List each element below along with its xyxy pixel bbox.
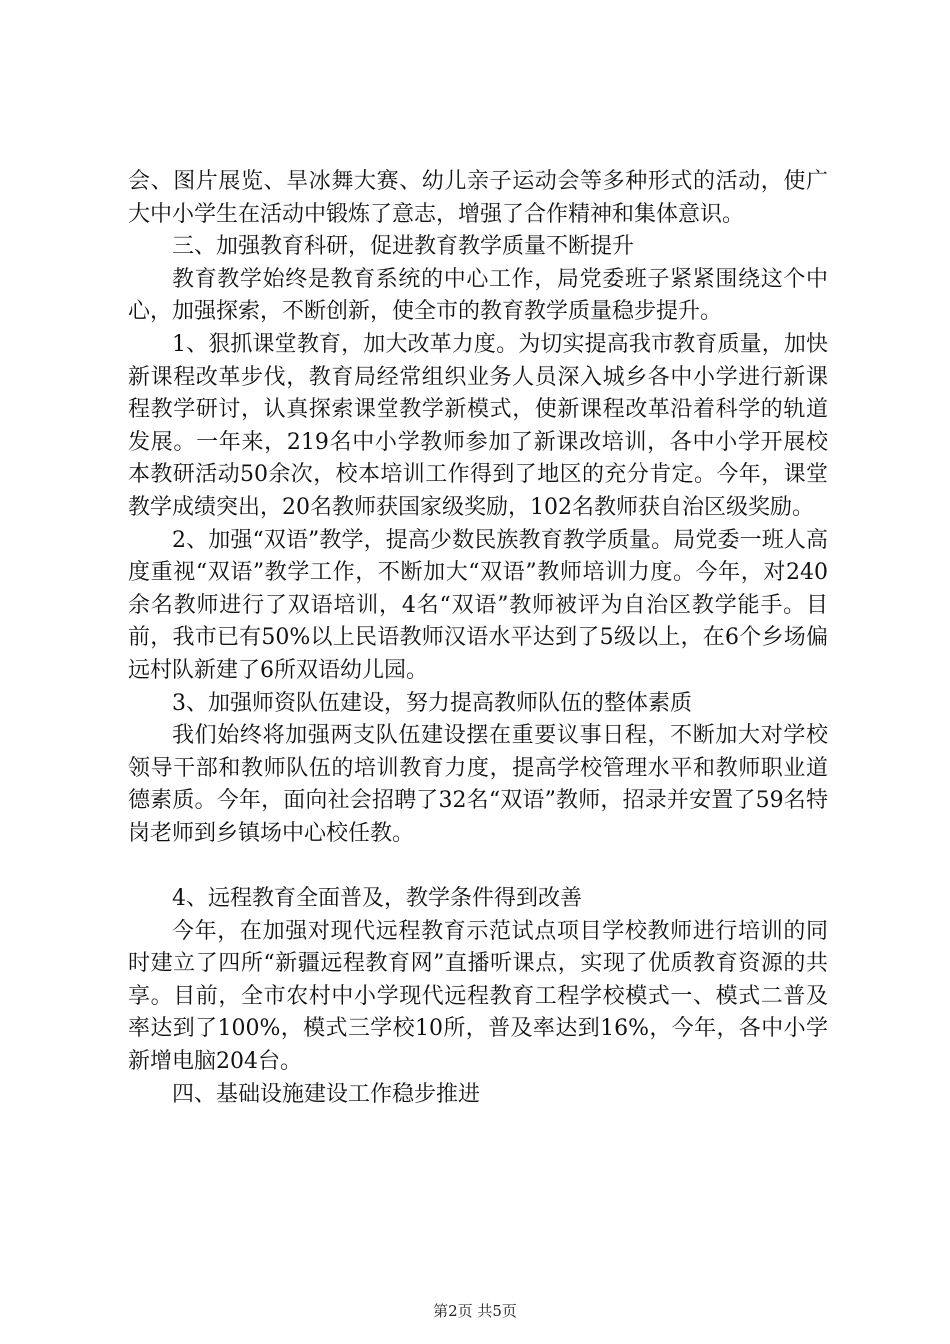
paragraph-item-2: 2、加强“双语”教学，提高少数民族教育教学质量。局党委一班人高度重视“双语”教学工作，不断加大“双语”教师培训力度。今年，对240余名教师进行了双语培训，4名“双语”教师被评为自治区教学能手。目前，我市已有50%以上民语教师汉语水平达到了5级以上，在6个乡场偏远村队新建了6所双语幼儿园。 xyxy=(128,527,828,683)
paragraph-item-3: 我们始终将加强两支队伍建设摆在重要议事日程，不断加大对学校领导干部和教师队伍的培训教育力度，提高学校管理水平和教师职业道德素质。今年，面向社会招聘了32名“双语”教师，招录并安置了59名特岗老师到乡镇场中心校任教。 xyxy=(128,723,828,846)
subheading-item-3: 3、加强师资队伍建设，努力提高教师队伍的整体素质 xyxy=(172,690,692,716)
paragraph-item-4: 今年，在加强对现代远程教育示范试点项目学校教师进行培训的同时建立了四所“新疆远程教育网”直播听课点，实现了优质教育资源的共享。目前，全市农村中小学现代远程教育工程学校模式一、模式二普及率达到了100%，模式三学校10所，普及率达到16%，今年，各中小学新增电脑204台。 xyxy=(128,918,828,1075)
section-heading-4: 四、基础设施建设工作稳步推进 xyxy=(172,1081,481,1107)
document-body xyxy=(128,166,828,1111)
paragraph-continuation: 会、图片展览、旱冰舞大赛、幼儿亲子运动会等多种形式的活动，使广大中小学生在活动中锻炼了意志，增强了合作精神和集体意识。 xyxy=(128,169,828,227)
page-number-footer: 第2页 共5页 xyxy=(433,1302,517,1320)
subheading-item-4: 4、远程教育全面普及，教学条件得到改善 xyxy=(172,886,582,912)
paragraph-teaching-intro: 教育教学始终是教育系统的中心工作，局党委班子紧紧围绕这个中心，加强探索，不断创新，使全市的教育教学质量稳步提升。 xyxy=(128,266,828,325)
section-heading-3: 三、加强教育科研，促进教育教学质量不断提升 xyxy=(172,234,635,260)
paragraph-item-1: 1、狠抓课堂教育，加大改革力度。为切实提高我市教育质量，加快新课程改革步伐，教育局经常组织业务人员深入城乡各中小学进行新课程教学研讨，认真探索课堂教学新模式，使新课程改革沿着科学的轨道发展。一年来，219名中小学教师参加了新课改培训，各中小学开展校本教研活动50余次，校本培训工作得到了地区的充分肯定。今年，课堂教学成绩突出，20名教师获国家级奖励，102名教师获自治区级奖励。 xyxy=(128,331,828,520)
